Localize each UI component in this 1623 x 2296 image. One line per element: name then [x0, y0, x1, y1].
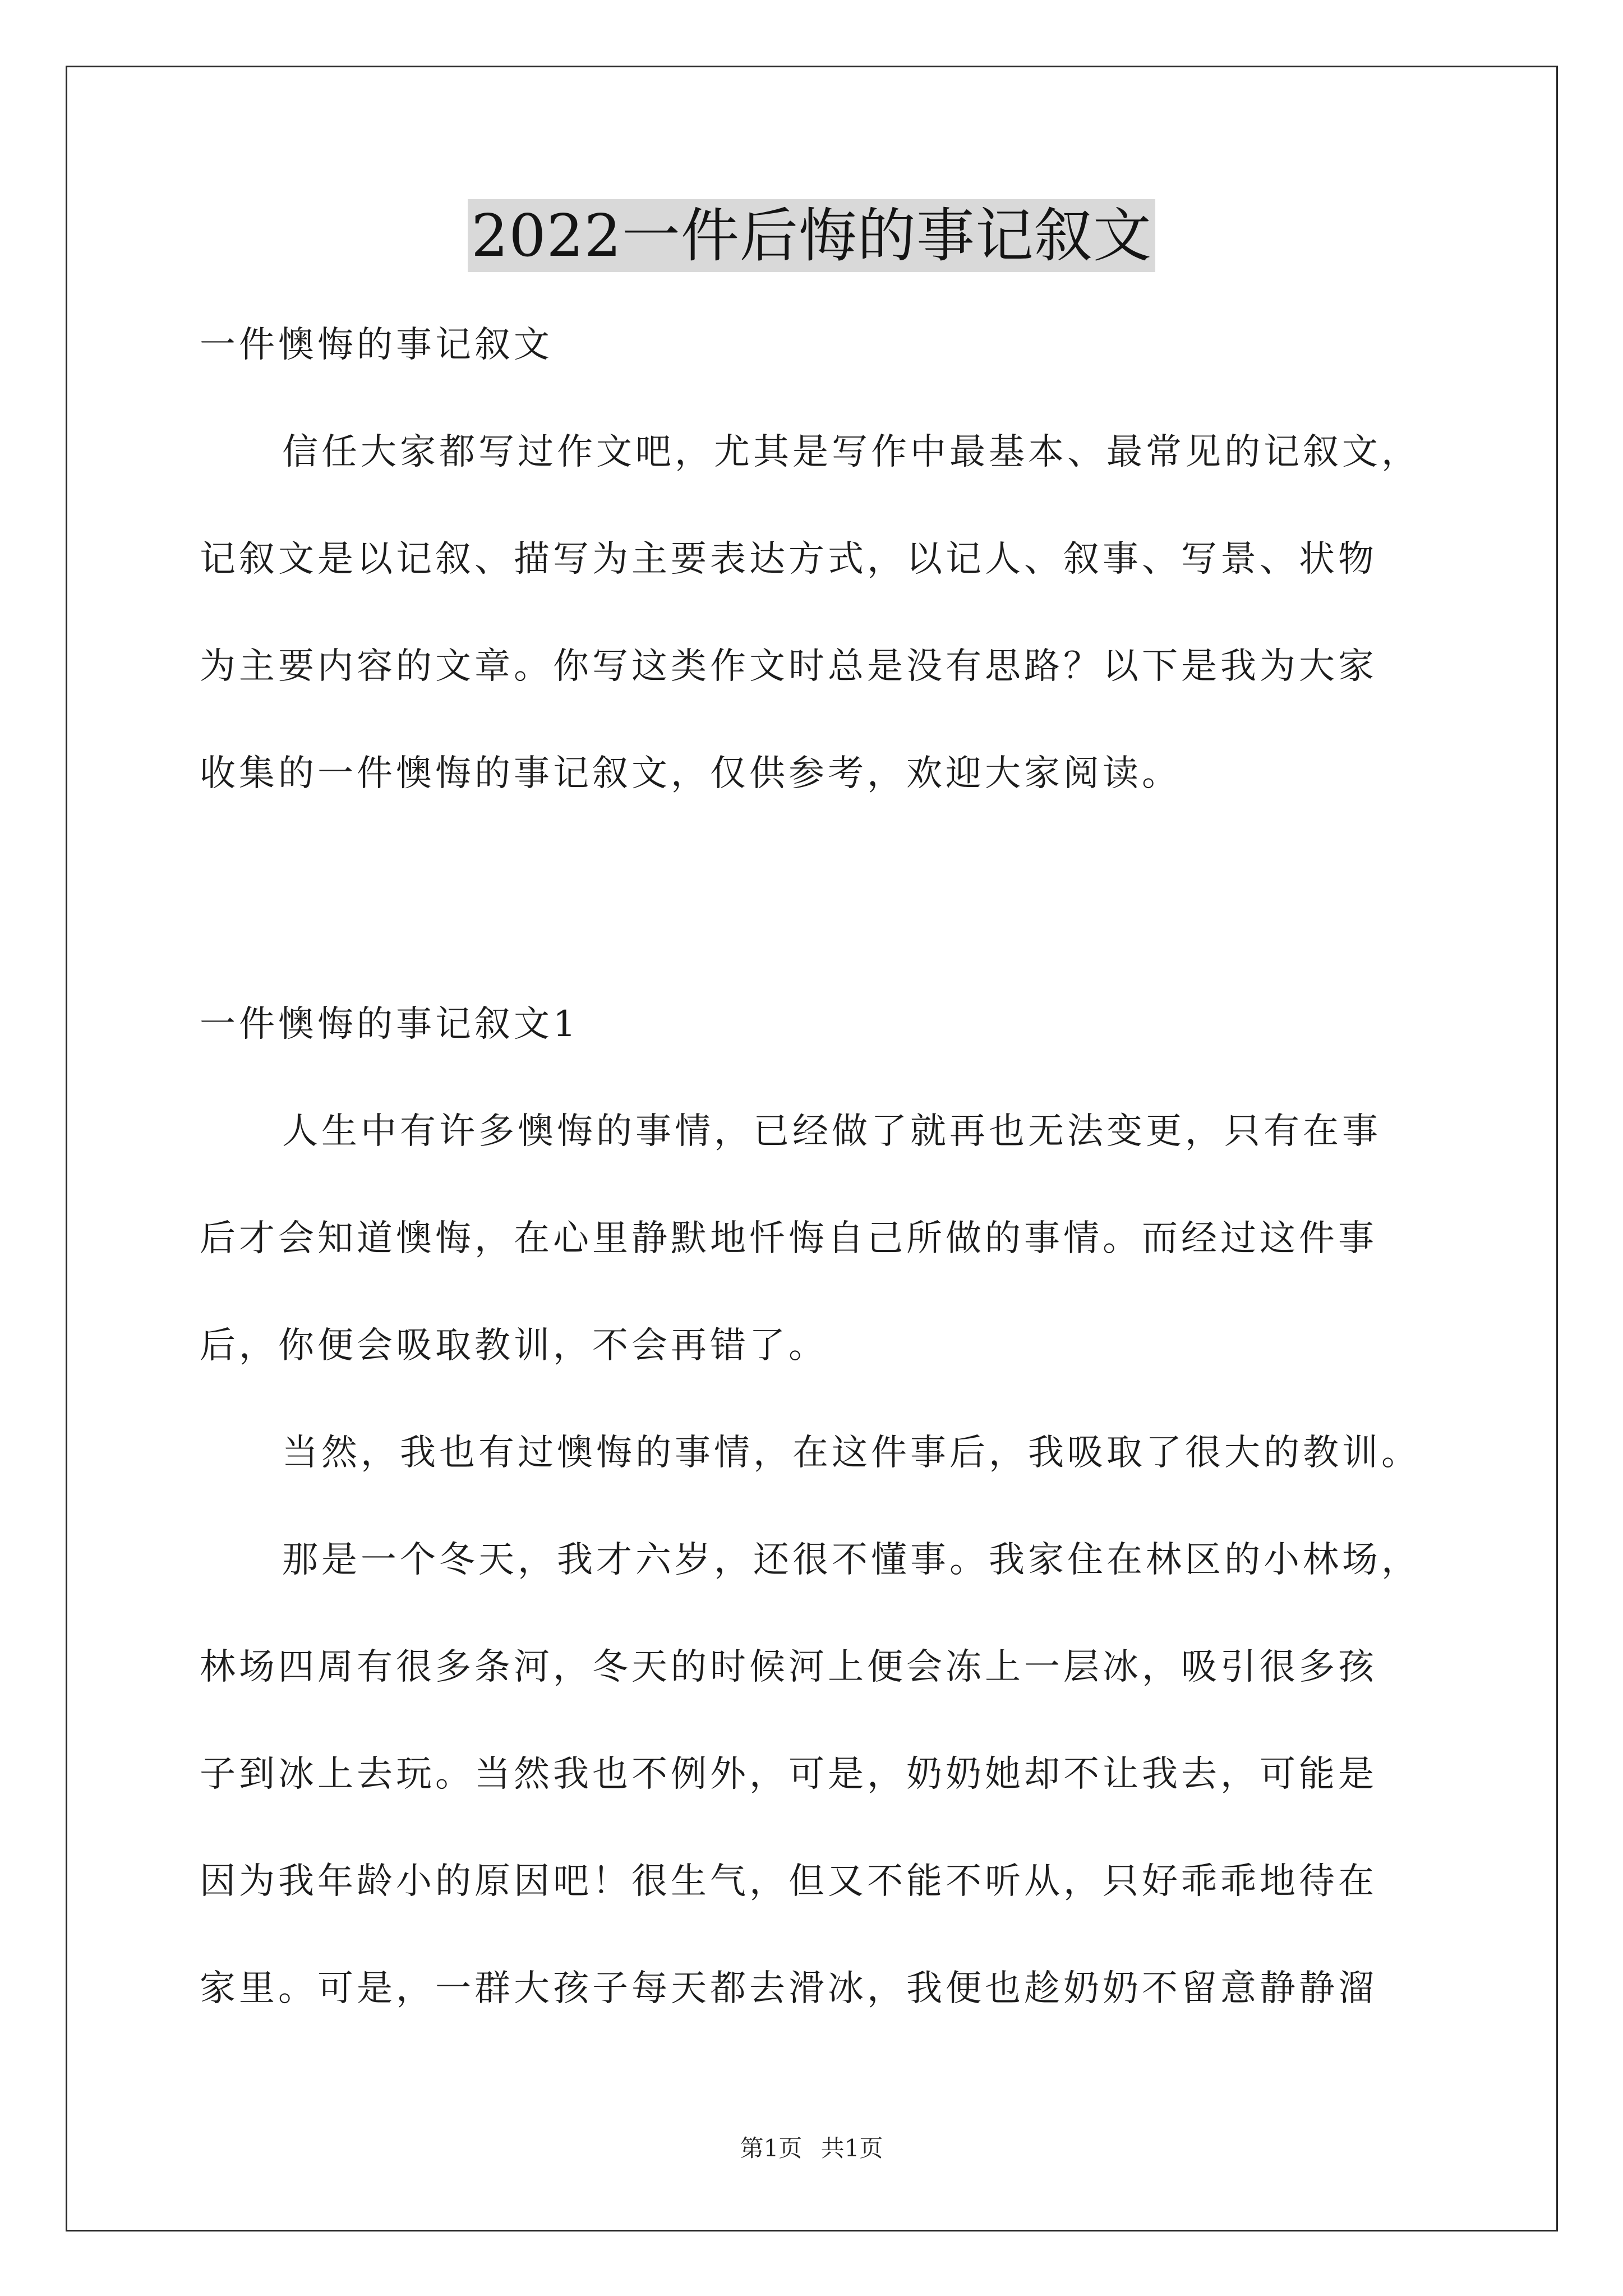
section-heading: 一件懊悔的事记叙文: [200, 324, 553, 366]
paragraph-line: 人生中有许多懊悔的事情，已经做了就再也无法变更，只有在事: [282, 1111, 1381, 1152]
paragraph-line: 林场四周有很多条河，冬天的时候河上便会冻上一层冰，吸引很多孩: [200, 1646, 1377, 1688]
section-heading: 一件懊悔的事记叙文1: [200, 1004, 579, 1045]
paragraph-line: 子到冰上去玩。当然我也不例外，可是，奶奶她却不让我去，可能是: [200, 1754, 1377, 1795]
document-title: 2022一件后悔的事记叙文: [468, 199, 1155, 272]
intro-line: 为主要内容的文章。你写这类作文时总是没有思路？以下是我为大家: [200, 646, 1377, 687]
page-total: 共1页: [820, 2134, 883, 2162]
paragraph-line: 后才会知道懊悔，在心里静默地忏悔自己所做的事情。而经过这件事: [200, 1218, 1377, 1259]
page-number: 第1页: [740, 2134, 803, 2162]
paragraph-line: 因为我年龄小的原因吧！很生气，但又不能不听从，只好乖乖地待在: [200, 1861, 1377, 1902]
intro-line: 记叙文是以记叙、描写为主要表达方式，以记人、叙事、写景、状物: [200, 539, 1377, 580]
paragraph-line: 当然，我也有过懊悔的事情，在这件事后，我吸取了很大的教训。: [282, 1432, 1421, 1474]
intro-line: 收集的一件懊悔的事记叙文，仅供参考，欢迎大家阅读。: [200, 753, 1181, 794]
title-area: [0, 199, 1623, 272]
paragraph-line: 后，你便会吸取教训，不会再错了。: [200, 1325, 828, 1366]
page-footer: [0, 2133, 1623, 2164]
paragraph-line: 家里。可是，一群大孩子每天都去滑冰，我便也趁奶奶不留意静静溜: [200, 1968, 1377, 2009]
intro-line: 信任大家都写过作文吧，尤其是写作中最基本、最常见的记叙文，: [282, 431, 1421, 473]
paragraph-line: 那是一个冬天，我才六岁，还很不懂事。我家住在林区的小林场，: [282, 1539, 1421, 1581]
